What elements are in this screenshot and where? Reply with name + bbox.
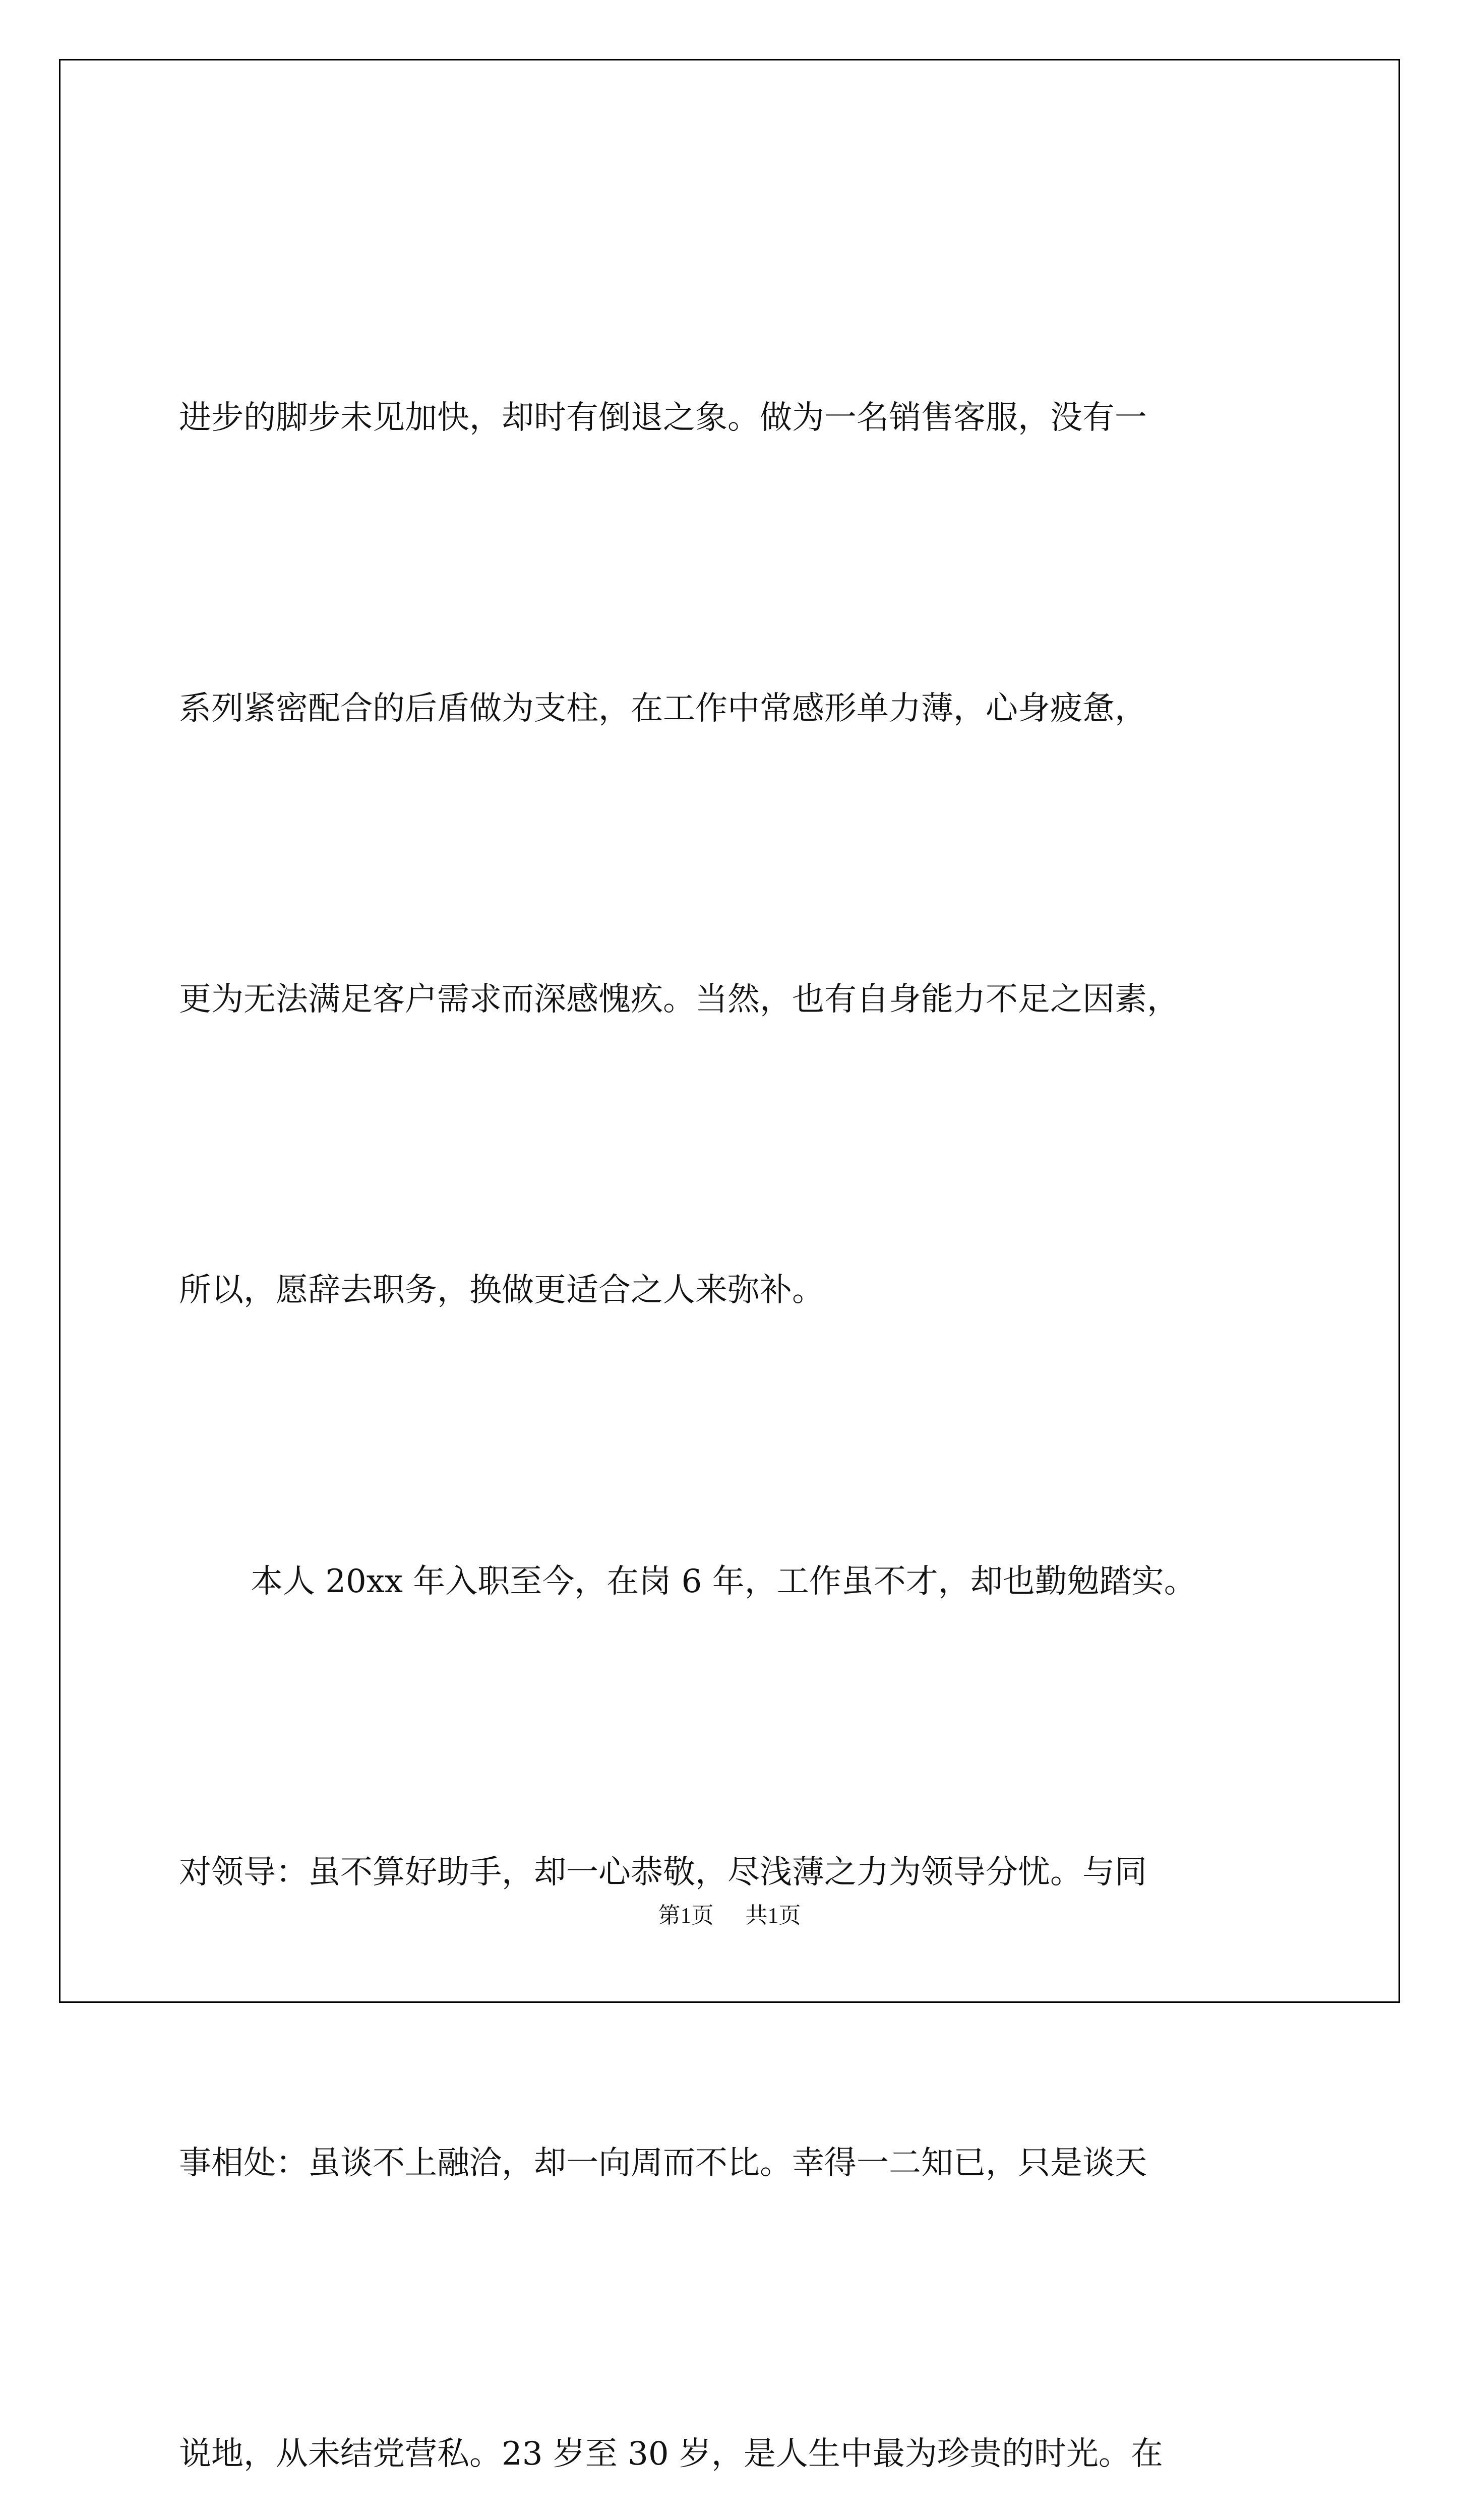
page-number: 第1页 [658,1903,714,1928]
text-line: 说地，从未结党营私。23 岁至 30 岁，是人生中最为珍贵的时光。在 [179,2435,1163,2473]
page-footer [0,1897,1459,1929]
text-line: 对领导：虽不算好助手，却一心恭敬，尽浅薄之力为领导分忧。与同 [179,1853,1147,1891]
text-line: 所以，愿辞去职务，换做更适合之人来弥补。 [179,1272,824,1309]
page-total: 共1页 [745,1903,801,1928]
text-line: 本人 20xx 年入职至今，在岗 6 年，工作虽不才，却也勤勉踏实。 [251,1562,1196,1600]
text-line: 系列紧密配合的后盾做为支柱，在工作中常感形单力薄，心身疲惫， [179,690,1147,728]
letter-text [179,175,1318,2520]
text-line: 进步的脚步未见加快，却时有倒退之象。做为一名销售客服，没有一 [179,399,1147,436]
text-line: 更为无法满足客户需求而深感愧疚。当然，也有自身能力不足之因素， [179,981,1179,1019]
text-line: 事相处：虽谈不上融洽，却一向周而不比。幸得一二知已，只是谈天 [179,2145,1147,2182]
